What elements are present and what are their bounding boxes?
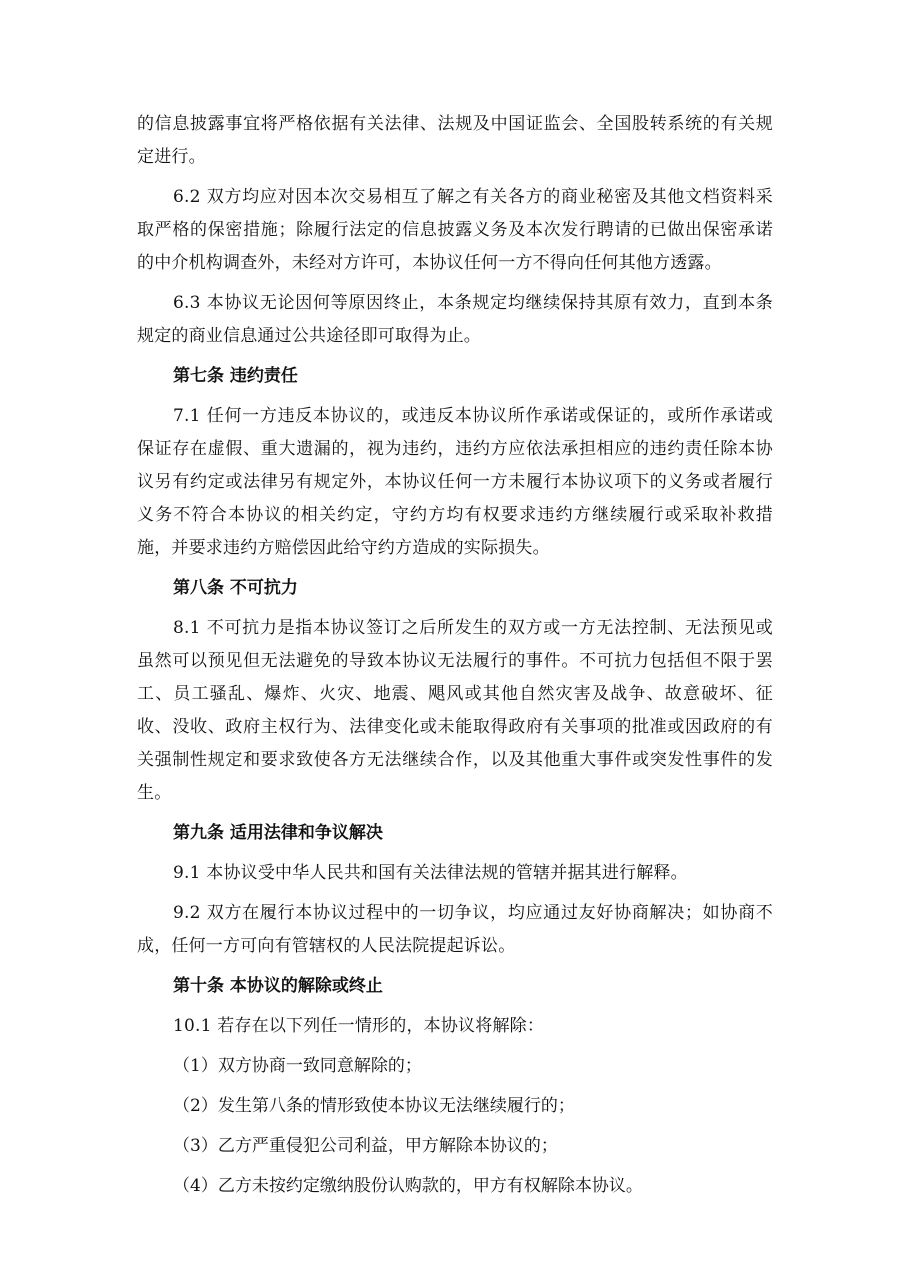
list-item: （2）发生第八条的情形致使本协议无法继续履行的； (173, 1096, 575, 1116)
paragraph-9-2: 9.2 双方在履行本协议过程中的一切争议，均应通过友好协商解决；如协商不成，任何一方可向有管辖权的人民法院提起诉讼。 (137, 903, 773, 956)
list-item: （1）双方协商一致同意解除的； (173, 1056, 422, 1076)
heading-article-9: 第九条 适用法律和争议解决 (173, 823, 383, 843)
document-page (137, 108, 773, 1210)
heading-article-10: 第十条 本协议的解除或终止 (173, 976, 383, 996)
paragraph-8-1: 8.1 不可抗力是指本协议签订之后所发生的双方或一方无法控制、无法预见或虽然可以预见但无法避免的导致本协议无法履行的事件。不可抗力包括但不限于罢工、员工骚乱、爆炸、火灾、地震、飓风或其他自然灾害及战争、故意破坏、征收、没收、政府主权行为、法律变化或未能取得政府有关事项的批准或因政府的有关强制性规定和要求致使各方无法继续合作，以及其他重大事件或突发性事件的发生。 (137, 618, 773, 803)
paragraph-6-2: 6.2 双方均应对因本次交易相互了解之有关各方的商业秘密及其他文档资料采取严格的保密措施；除履行法定的信息披露义务及本次发行聘请的已做出保密承诺的中介机构调查外，未经对方许可，本协议任何一方不得向任何其他方透露。 (137, 187, 773, 273)
paragraph-continuation: 的信息披露事宜将严格依据有关法律、法规及中国证监会、全国股转系统的有关规定进行。 (137, 114, 773, 167)
paragraph-9-1: 9.1 本协议受中华人民共和国有关法律法规的管辖并据其进行解释。 (173, 863, 688, 883)
paragraph-10-1: 10.1 若存在以下列任一情形的，本协议将解除： (173, 1016, 545, 1036)
list-item: （3）乙方严重侵犯公司利益，甲方解除本协议的； (173, 1136, 558, 1156)
list-item: （4）乙方未按约定缴纳股份认购款的，甲方有权解除本协议。 (173, 1176, 643, 1196)
heading-article-8: 第八条 不可抗力 (173, 578, 298, 598)
heading-article-7: 第七条 违约责任 (173, 366, 298, 386)
paragraph-7-1: 7.1 任何一方违反本协议的，或违反本协议所作承诺或保证的，或所作承诺或保证存在虚假、重大遗漏的，视为违约，违约方应依法承担相应的违约责任除本协议另有约定或法律另有规定外，本协议任何一方未履行本协议项下的义务或者履行义务不符合本协议的相关约定，守约方均有权要求违约方继续履行或采取补救措施，并要求违约方赔偿因此给守约方造成的实际损失。 (137, 406, 773, 558)
paragraph-6-3: 6.3 本协议无论因何等原因终止，本条规定均继续保持其原有效力，直到本条规定的商业信息通过公共途径即可取得为止。 (137, 293, 773, 346)
